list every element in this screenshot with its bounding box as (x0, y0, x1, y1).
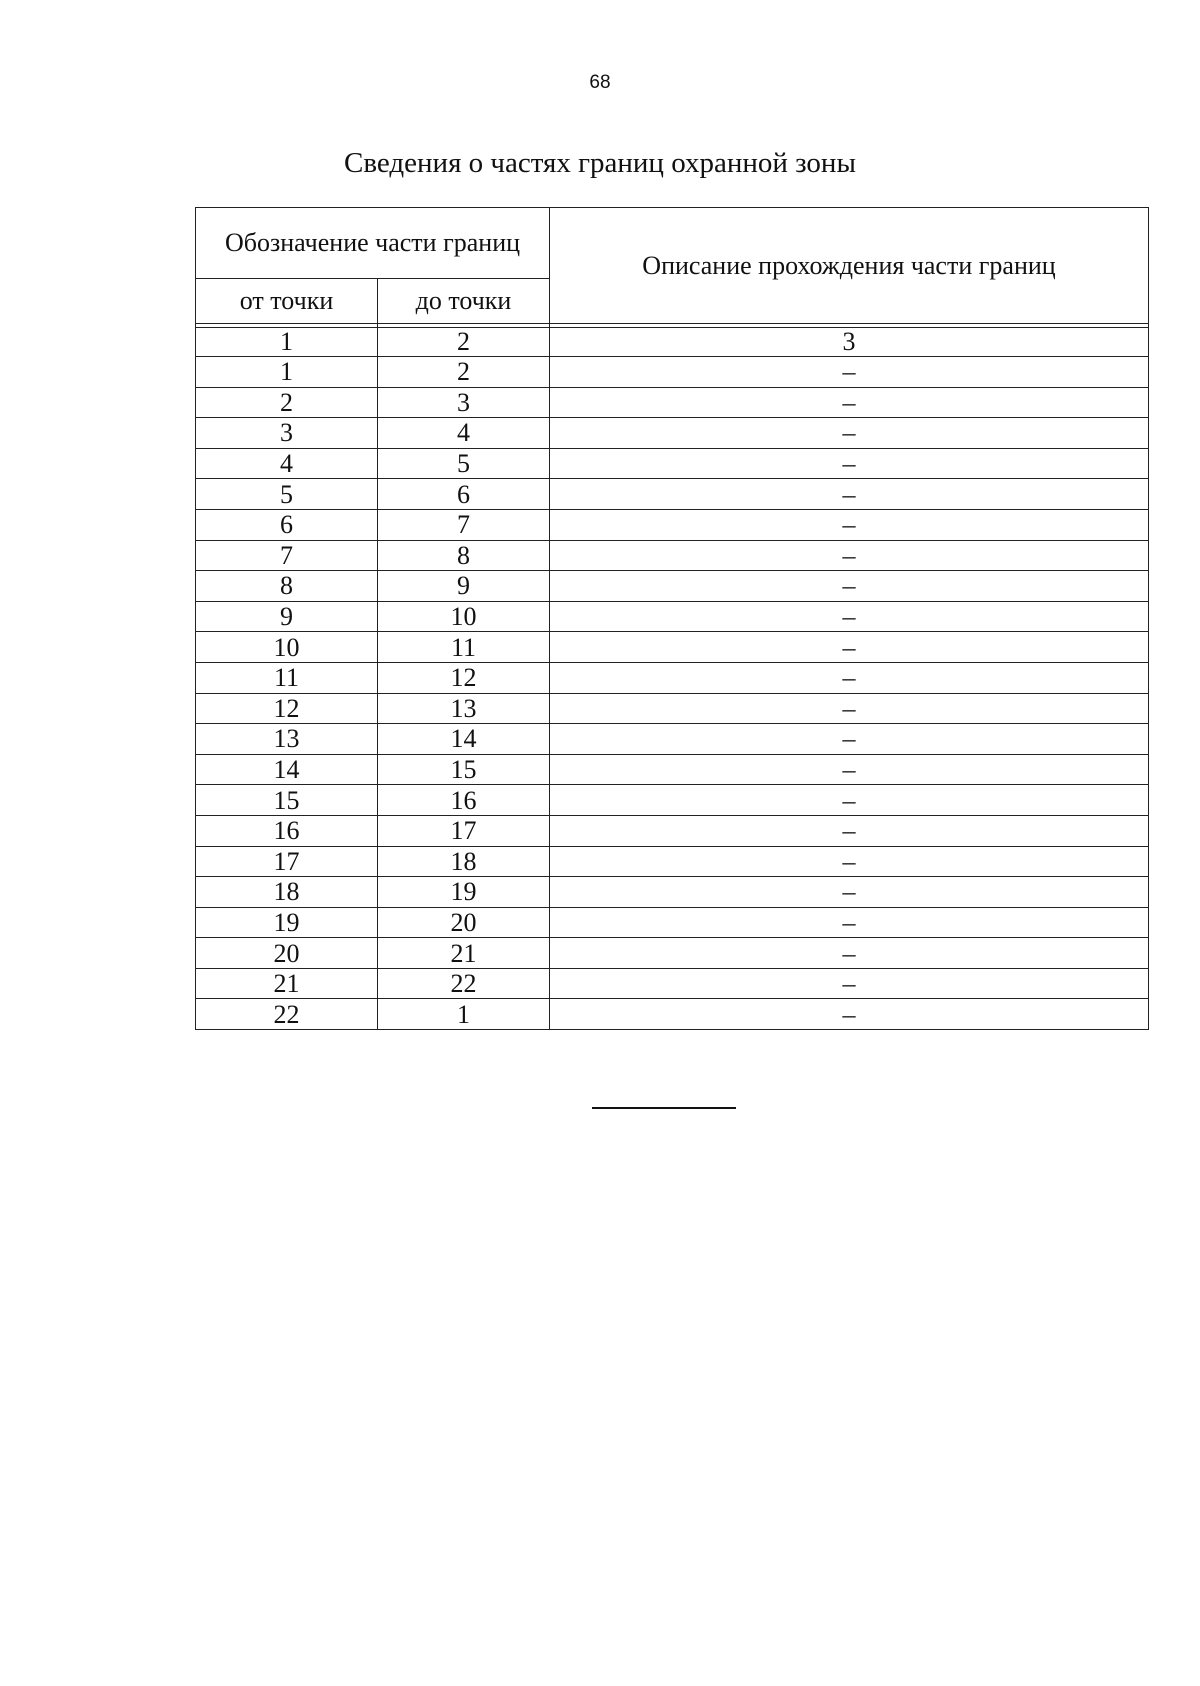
table-row (196, 601, 1149, 632)
description-cell: – (550, 938, 1149, 969)
table-row (196, 662, 1149, 693)
to-point-cell: 14 (378, 724, 550, 755)
table-row (196, 907, 1149, 938)
description-cell: – (550, 907, 1149, 938)
to-point-cell: 5 (378, 448, 550, 479)
to-point-cell: 8 (378, 540, 550, 571)
description-cell: – (550, 509, 1149, 540)
description-cell: – (550, 999, 1149, 1030)
from-point-cell: 2 (196, 387, 378, 418)
from-point-cell: 12 (196, 693, 378, 724)
to-point-cell: 15 (378, 754, 550, 785)
from-point-cell: 17 (196, 846, 378, 877)
from-point-cell: 6 (196, 509, 378, 540)
header-boundary-designation: Обозначение части границ (196, 208, 550, 279)
from-point-cell: 9 (196, 601, 378, 632)
description-cell: – (550, 693, 1149, 724)
from-point-cell: 3 (196, 418, 378, 449)
description-cell: – (550, 632, 1149, 663)
to-point-cell: 20 (378, 907, 550, 938)
to-point-cell: 18 (378, 846, 550, 877)
header-to-point: до точки (378, 279, 550, 324)
table-row (196, 877, 1149, 908)
from-point-cell: 10 (196, 632, 378, 663)
header-from-point: от точки (196, 279, 378, 324)
description-cell: – (550, 846, 1149, 877)
from-point-cell: 5 (196, 479, 378, 510)
to-point-cell: 16 (378, 785, 550, 816)
table-row (196, 357, 1149, 388)
to-point-cell: 17 (378, 815, 550, 846)
description-cell: – (550, 601, 1149, 632)
to-point-cell: 11 (378, 632, 550, 663)
document-title: Сведения о частях границ охранной зоны (344, 147, 856, 179)
from-point-cell: 15 (196, 785, 378, 816)
from-point-cell: 20 (196, 938, 378, 969)
header-boundary-description: Описание прохождения части границ (550, 208, 1149, 324)
boundary-parts-table (195, 207, 1149, 1030)
table-row (196, 448, 1149, 479)
boundary-parts-table-container (195, 207, 1148, 1030)
from-point-cell: 7 (196, 540, 378, 571)
table-row (196, 571, 1149, 602)
description-cell: – (550, 448, 1149, 479)
closing-rule-line (592, 1107, 736, 1109)
description-cell: – (550, 357, 1149, 388)
description-cell: – (550, 571, 1149, 602)
to-point-cell: 10 (378, 601, 550, 632)
table-row (196, 999, 1149, 1030)
description-cell: – (550, 479, 1149, 510)
from-point-cell: 19 (196, 907, 378, 938)
from-point-cell: 14 (196, 754, 378, 785)
table-row (196, 509, 1149, 540)
from-point-cell: 1 (196, 357, 378, 388)
description-cell: – (550, 540, 1149, 571)
from-point-cell: 18 (196, 877, 378, 908)
table-row (196, 938, 1149, 969)
to-point-cell: 7 (378, 509, 550, 540)
table-row (196, 418, 1149, 449)
table-row (196, 785, 1149, 816)
to-point-cell: 1 (378, 999, 550, 1030)
from-point-cell: 11 (196, 662, 378, 693)
column-number-3: 3 (550, 328, 1149, 357)
column-number-2: 2 (378, 328, 550, 357)
description-cell: – (550, 387, 1149, 418)
from-point-cell: 22 (196, 999, 378, 1030)
table-row (196, 846, 1149, 877)
from-point-cell: 8 (196, 571, 378, 602)
column-number-row (196, 328, 1149, 357)
table-row (196, 693, 1149, 724)
column-number-1: 1 (196, 328, 378, 357)
table-row (196, 815, 1149, 846)
table-row (196, 968, 1149, 999)
to-point-cell: 9 (378, 571, 550, 602)
table-row (196, 724, 1149, 755)
table-row (196, 540, 1149, 571)
to-point-cell: 4 (378, 418, 550, 449)
from-point-cell: 4 (196, 448, 378, 479)
description-cell: – (550, 877, 1149, 908)
description-cell: – (550, 785, 1149, 816)
to-point-cell: 3 (378, 387, 550, 418)
from-point-cell: 13 (196, 724, 378, 755)
from-point-cell: 16 (196, 815, 378, 846)
to-point-cell: 13 (378, 693, 550, 724)
table-header-row (196, 208, 1149, 279)
table-row (196, 479, 1149, 510)
table-row (196, 387, 1149, 418)
table-body (196, 208, 1149, 1030)
to-point-cell: 12 (378, 662, 550, 693)
page-number: 68 (589, 72, 611, 93)
from-point-cell: 21 (196, 968, 378, 999)
description-cell: – (550, 724, 1149, 755)
description-cell: – (550, 968, 1149, 999)
to-point-cell: 2 (378, 357, 550, 388)
description-cell: – (550, 662, 1149, 693)
to-point-cell: 22 (378, 968, 550, 999)
description-cell: – (550, 418, 1149, 449)
table-row (196, 632, 1149, 663)
to-point-cell: 6 (378, 479, 550, 510)
table-row (196, 754, 1149, 785)
to-point-cell: 19 (378, 877, 550, 908)
description-cell: – (550, 754, 1149, 785)
description-cell: – (550, 815, 1149, 846)
to-point-cell: 21 (378, 938, 550, 969)
